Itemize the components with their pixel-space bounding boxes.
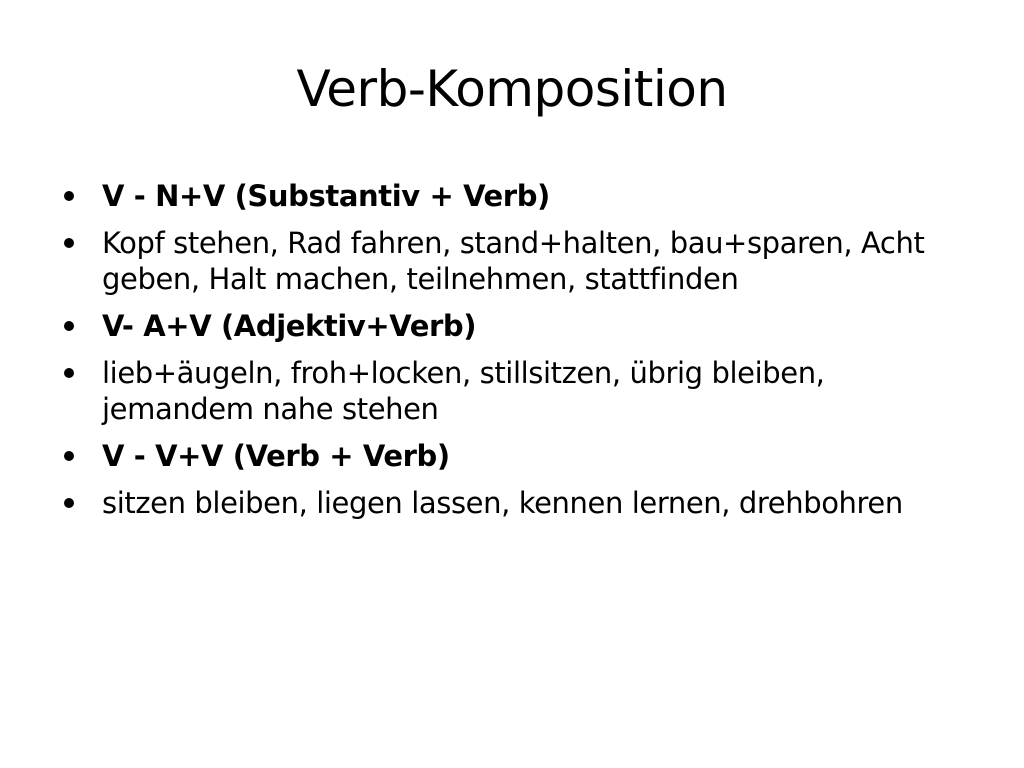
bullet-text: V - N+V (Substantiv + Verb) [102,179,550,213]
bullet-text: Kopf stehen, Rad fahren, stand+halten, bau+sparen, Acht geben, Halt machen, teilnehmen, stattfinden [102,226,925,296]
bullet-text: V - V+V (Verb + Verb) [102,439,450,473]
bullet-item-noun-verb-examples [60,225,960,297]
bullet-item-noun-verb [60,178,960,214]
bullet-text: sitzen bleiben, liegen lassen, kennen lernen, drehbohren [102,486,903,520]
bullet-icon [64,498,74,508]
bullet-item-adjective-verb [60,308,960,344]
bullet-item-verb-verb-examples [60,485,960,521]
bullet-text: V- A+V (Adjektiv+Verb) [102,309,477,343]
bullet-icon [64,191,74,201]
bullet-icon [64,451,74,461]
bullet-icon [64,238,74,248]
bullet-item-verb-verb [60,438,960,474]
bullet-text: lieb+äugeln, froh+locken, stillsitzen, übrig bleiben, jemandem nahe stehen [102,356,825,426]
bullet-list [60,178,960,532]
bullet-item-adjective-verb-examples [60,355,960,427]
slide-title: Verb-Komposition [296,60,728,118]
bullet-icon [64,368,74,378]
bullet-icon [64,321,74,331]
